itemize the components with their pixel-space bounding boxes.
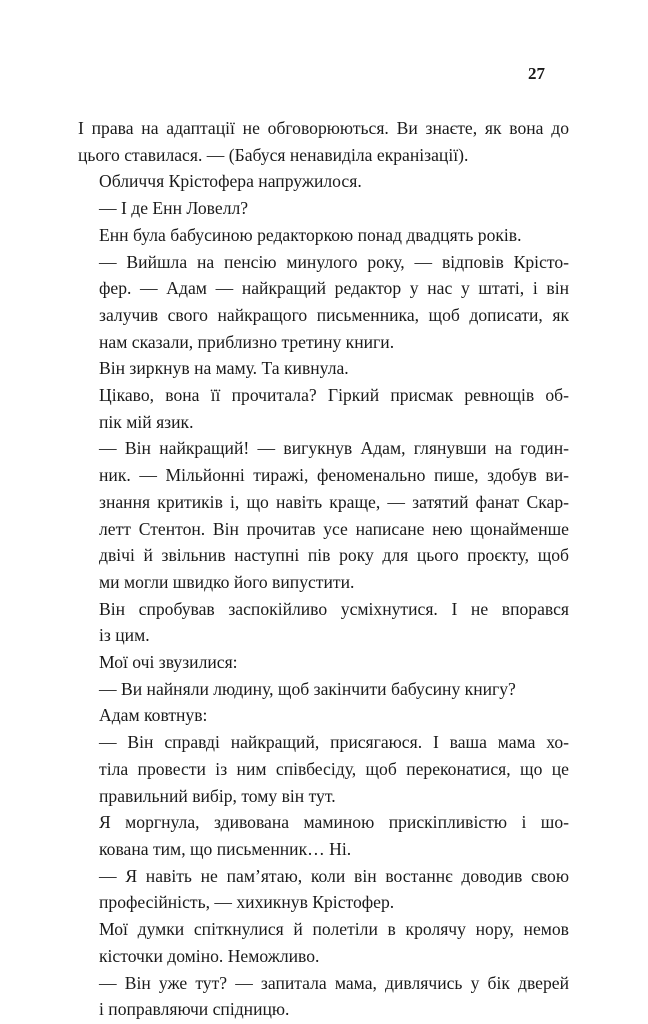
paragraph (78, 970, 569, 1023)
paragraph (78, 596, 569, 649)
text-line: — Я навіть не пам’ятаю, коли він востаннє доводив свою (99, 865, 569, 886)
text-line: знання критиків і, що навіть краще, — затятий фанат Скар- (99, 491, 569, 512)
text-line: тіла провести із ним співбесіду, щоб переконатися, що це (99, 758, 569, 779)
text-line: фер. — Адам — найкращий редактор у нас у штаті, і він (99, 278, 569, 299)
text-line: із цим. (99, 625, 150, 646)
paragraph (78, 649, 569, 676)
text-line: Обличчя Крістофера напружилося. (99, 171, 362, 192)
text-line: — Він уже тут? — запитала мама, дивлячись у бік дверей (99, 972, 569, 993)
text-line: Я моргнула, здивована маминою прискіпливістю і шо- (99, 812, 569, 833)
page-number: 27 (528, 64, 545, 83)
paragraph (78, 676, 569, 703)
paragraph (78, 115, 569, 168)
paragraph (78, 222, 569, 249)
text-line: пік мій язик. (99, 411, 194, 432)
text-line: — І де Енн Ловелл? (99, 198, 249, 219)
text-line: — Вийшла на пенсію минулого року, — відповів Крісто- (99, 251, 569, 272)
text-line: Цікаво, вона її прочитала? Гіркий присмак ревнощів об- (99, 385, 569, 406)
text-line: Він зиркнув на маму. Та кивнула. (99, 358, 349, 379)
text-line: Він спробував заспокійливо усміхнутися. І не впорався (99, 598, 569, 619)
paragraph (78, 382, 569, 435)
paragraph (78, 863, 569, 916)
text-line: Мої очі звузилися: (99, 652, 238, 673)
paragraph (78, 435, 569, 595)
text-line: Адам ковтнув: (99, 705, 208, 726)
text-line: — Він справді найкращий, присягаюся. І ваша мама хо- (99, 732, 569, 753)
paragraph (78, 809, 569, 862)
text-line: кована тим, що письменник… Ні. (99, 838, 352, 859)
text-line: летт Стентон. Він прочитав усе написане нею щонайменше (99, 518, 569, 539)
body-text (78, 115, 569, 1023)
paragraph (78, 729, 569, 809)
paragraph (78, 916, 569, 969)
paragraph (78, 355, 569, 382)
paragraph (78, 702, 569, 729)
text-line: цього ставилася. — (Бабуся ненавиділа екранізації). (78, 144, 469, 165)
text-line: — Він найкращий! — вигукнув Адам, глянувши на годин- (99, 438, 569, 459)
text-line: Енн була бабусиною редакторкою понад двадцять років. (99, 224, 522, 245)
text-line: двічі й звільнив наступні пів року для цього проєкту, щоб (99, 545, 569, 566)
text-line: професійність, — хихикнув Крістофер. (99, 892, 395, 913)
text-line: ми могли швидко його випустити. (99, 571, 355, 592)
text-line: Мої думки спіткнулися й полетіли в кролячу нору, немов (99, 919, 569, 940)
paragraph (78, 249, 569, 356)
text-line: — Ви найняли людину, щоб закінчити бабусину книгу? (99, 678, 516, 699)
text-line: правильний вибір, тому він тут. (99, 785, 336, 806)
text-line: залучив свого найкращого письменника, щоб дописати, як (99, 304, 569, 325)
text-line: ник. — Мільйонні тиражі, феноменально пише, здобув ви- (99, 465, 569, 486)
text-line: І права на адаптації не обговорюються. Ви знаєте, як вона до (78, 118, 569, 138)
text-line: нам сказали, приблизно третину книги. (99, 331, 395, 352)
text-line: і поправляючи спідницю. (99, 999, 290, 1020)
paragraph (78, 195, 569, 222)
text-line: кісточки доміно. Неможливо. (99, 945, 320, 966)
paragraph (78, 168, 569, 195)
